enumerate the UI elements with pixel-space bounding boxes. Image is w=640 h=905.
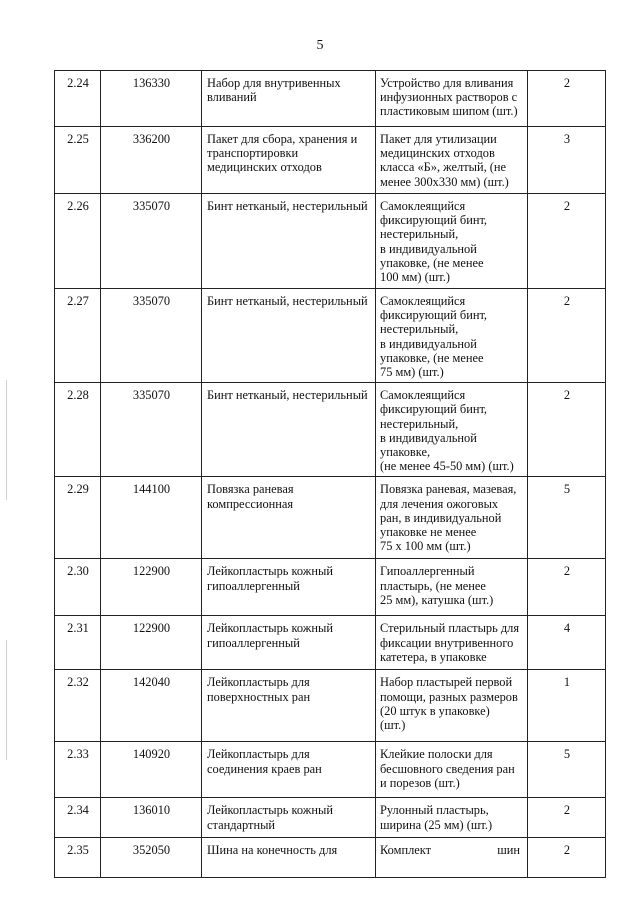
item-name: Лейкопластырь для соединения краев ран [202,742,376,798]
row-number: 2.35 [55,838,101,878]
row-number: 2.30 [55,559,101,616]
item-code: 335070 [101,289,202,383]
item-quantity: 2 [528,383,606,477]
row-number: 2.34 [55,798,101,838]
item-description: Клейкие полоски для бесшовного сведения ран и порезов (шт.) [376,742,528,798]
item-description: Рулонный пластырь, ширина (25 мм) (шт.) [376,798,528,838]
item-description: Стерильный пластырь для фиксации внутривенного катетера, в упаковке [376,616,528,670]
row-number: 2.32 [55,670,101,742]
table-row [55,383,606,477]
item-code: 335070 [101,383,202,477]
row-number: 2.25 [55,127,101,194]
item-quantity: 2 [528,194,606,289]
scan-edge-mark [6,640,7,760]
item-code: 140920 [101,742,202,798]
item-description: Набор пластырей первой помощи, разных размеров (20 штук в упаковке) (шт.) [376,670,528,742]
table-row [55,559,606,616]
item-name: Лейкопластырь кожный гипоаллергенный [202,559,376,616]
item-quantity: 5 [528,477,606,559]
item-code: 336200 [101,127,202,194]
table-row [55,616,606,670]
item-description: Самоклеящийся фиксирующий бинт, нестерильный, в индивидуальной упаковке, (не менее 100 мм) (шт.) [376,194,528,289]
item-description: Устройство для вливания инфузионных растворов с пластиковым шипом (шт.) [376,71,528,127]
item-code: 136330 [101,71,202,127]
item-name: Бинт нетканый, нестерильный [202,289,376,383]
table-row [55,742,606,798]
item-description: Повязка раневая, мазевая, для лечения ожоговых ран, в индивидуальной упаковке не менее 75 х 100 мм (шт.) [376,477,528,559]
table-row [55,477,606,559]
item-description: Гипоаллергенный пластырь, (не менее 25 мм), катушка (шт.) [376,559,528,616]
item-code: 142040 [101,670,202,742]
item-quantity: 5 [528,742,606,798]
item-description: Самоклеящийся фиксирующий бинт, нестерильный, в индивидуальной упаковке, (не менее 45-50 мм) (шт.) [376,383,528,477]
row-number: 2.29 [55,477,101,559]
item-quantity: 3 [528,127,606,194]
item-code: 144100 [101,477,202,559]
item-quantity: 2 [528,798,606,838]
table-row [55,127,606,194]
item-name: Шина на конечность для [202,838,376,878]
equipment-table [54,70,606,878]
item-description-start: Комплект [380,843,432,858]
item-name: Бинт нетканый, нестерильный [202,383,376,477]
item-code: 352050 [101,838,202,878]
item-quantity: 4 [528,616,606,670]
table-row [55,194,606,289]
table-row [55,289,606,383]
item-code: 122900 [101,559,202,616]
table-row [55,798,606,838]
table-row [55,71,606,127]
item-name: Бинт нетканый, нестерильный [202,194,376,289]
item-quantity: 1 [528,670,606,742]
row-number: 2.24 [55,71,101,127]
item-name: Лейкопластырь кожный стандартный [202,798,376,838]
item-description-end: шин [497,843,520,858]
row-number: 2.28 [55,383,101,477]
item-name: Набор для внутривенных вливаний [202,71,376,127]
row-number: 2.31 [55,616,101,670]
item-name: Лейкопластырь кожный гипоаллергенный [202,616,376,670]
item-name: Повязка раневая компрессионная [202,477,376,559]
item-code: 335070 [101,194,202,289]
page-number: 5 [316,38,324,53]
scan-edge-mark [6,380,7,500]
item-code: 136010 [101,798,202,838]
row-number: 2.33 [55,742,101,798]
item-code: 122900 [101,616,202,670]
table-row [55,670,606,742]
row-number: 2.27 [55,289,101,383]
item-quantity: 2 [528,838,606,878]
item-quantity: 2 [528,289,606,383]
item-description: Пакет для утилизации медицинских отходов класса «Б», желтый, (не менее 300x330 мм) (шт.) [376,127,528,194]
item-name: Лейкопластырь для поверхностных ран [202,670,376,742]
row-number: 2.26 [55,194,101,289]
item-name: Пакет для сбора, хранения и транспортировки медицинских отходов [202,127,376,194]
item-description: Самоклеящийся фиксирующий бинт, нестерильный, в индивидуальной упаковке, (не менее 75 мм) (шт.) [376,289,528,383]
item-quantity: 2 [528,559,606,616]
item-quantity: 2 [528,71,606,127]
item-description [376,838,528,878]
table-row [55,838,606,878]
